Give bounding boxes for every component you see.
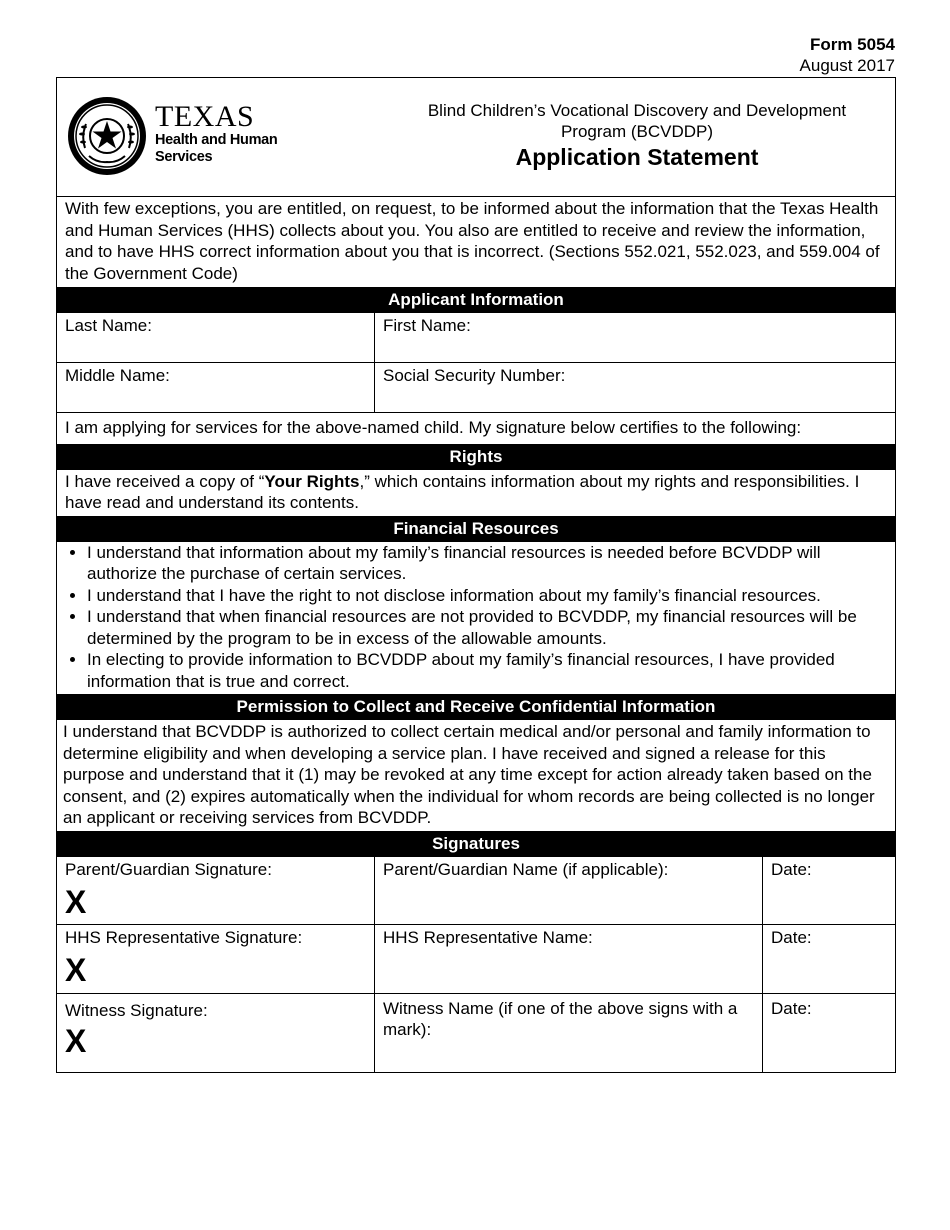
title-block — [377, 100, 897, 172]
first-name-label: First Name: — [383, 316, 471, 335]
hhs-signature-field[interactable] — [57, 925, 374, 993]
applicant-information-header: Applicant Information — [57, 287, 895, 313]
ssn-label: Social Security Number: — [383, 366, 566, 385]
applicant-table — [57, 313, 895, 412]
witness-date-label: Date: — [771, 998, 812, 1018]
applicant-row-2 — [57, 362, 895, 412]
witness-name-field[interactable] — [374, 994, 762, 1072]
signature-mark: X — [65, 951, 87, 988]
parent-name-field[interactable] — [374, 857, 762, 924]
parent-date-label: Date: — [771, 859, 812, 879]
witness-signature-label: Witness Signature: — [65, 1000, 208, 1020]
hhs-date-label: Date: — [771, 927, 812, 947]
form-frame — [56, 77, 896, 1073]
rights-header: Rights — [57, 444, 895, 470]
hhs-logo — [67, 96, 292, 176]
rights-text-pre: I have received a copy of “ — [65, 471, 265, 491]
form-number: Form 5054 — [809, 35, 895, 54]
form-date: August 2017 — [799, 56, 895, 75]
parent-date-field[interactable] — [762, 857, 895, 924]
middle-name-label: Middle Name: — [65, 366, 170, 385]
permission-header: Permission to Collect and Receive Confidential Information — [57, 694, 895, 720]
signatures-header: Signatures — [57, 831, 895, 857]
signature-mark: X — [65, 883, 87, 920]
agency-name-line2: Health and Human — [155, 132, 278, 148]
texas-state-seal-icon — [67, 96, 147, 176]
hhs-name-field[interactable] — [374, 925, 762, 993]
financial-item-2: • I understand that I have the right to not disclose information about my family’s financial resources. — [87, 585, 887, 607]
last-name-label: Last Name: — [65, 316, 152, 335]
applicant-row-1 — [57, 313, 895, 362]
privacy-notice: With few exceptions, you are entitled, on request, to be informed about the information that the Texas Health and Human Services (HHS) collects about you. You also are entitled to receive and review the information, and to have HHS correct information about you that is incorrect. (Sections 552.021, 552.023, and 559.004 of the Government Code) — [65, 199, 880, 283]
signatures-table — [57, 857, 895, 1072]
parent-signature-field[interactable] — [57, 857, 374, 924]
rights-text-post: ,” which contains information about my rights and responsibilities. I have read and understand its contents. — [65, 471, 860, 512]
parent-signature-label: Parent/Guardian Signature: — [65, 859, 272, 879]
program-name-line2: Program (BCVDDP) — [560, 122, 714, 141]
signature-row-hhs — [57, 924, 895, 993]
agency-name-texas: TEXAS — [155, 100, 255, 133]
first-name-field[interactable] — [374, 313, 895, 362]
form-number-block — [800, 34, 895, 76]
financial-item-1: • I understand that information about my family’s financial resources is needed before BCVDDP will authorize the purchase of certain services. — [87, 542, 887, 585]
hhs-date-field[interactable] — [762, 925, 895, 993]
hhs-signature-label: HHS Representative Signature: — [65, 927, 303, 947]
financial-item-4: • In electing to provide information to BCVDDP about my family’s financial resources, I have provided information that is true and correct. — [87, 649, 887, 692]
program-name-line1: Blind Children’s Vocational Discovery and Development — [427, 101, 847, 120]
agency-name-line3: Services — [155, 149, 213, 165]
permission-text: I understand that BCVDDP is authorized to collect certain medical and/or personal and family information to determine eligibility and when developing a service plan. I have received and signed a release for this purpose and understand that it (1) may be revoked at any time except for action already taken based on the consent, and (2) expires automatically when the individual for whom records are being collected is no longer an applicant or receiving services from BCVDDP. — [63, 722, 875, 827]
certification-statement: I am applying for services for the above-named child. My signature below certifies to the following: — [57, 412, 895, 444]
financial-item-3: • I understand that when financial resources are not provided to BCVDDP, my financial resources will be determined by the program to be in excess of the allowable amounts. — [87, 606, 887, 649]
form-header — [57, 78, 895, 197]
financial-resources-header: Financial Resources — [57, 516, 895, 542]
signature-mark: X — [65, 1022, 87, 1059]
middle-name-field[interactable] — [57, 363, 374, 412]
witness-name-label: Witness Name (if one of the above signs with a mark): — [383, 998, 738, 1039]
form-title: Application Statement — [515, 144, 759, 170]
agency-name — [155, 102, 278, 166]
rights-text — [57, 470, 895, 516]
last-name-field[interactable] — [57, 313, 374, 362]
financial-resources-list — [57, 542, 895, 695]
parent-name-label: Parent/Guardian Name (if applicable): — [383, 859, 669, 879]
witness-date-field[interactable] — [762, 994, 895, 1072]
hhs-name-label: HHS Representative Name: — [383, 927, 593, 947]
signature-row-witness — [57, 993, 895, 1072]
your-rights-bold: Your Rights — [264, 471, 360, 491]
witness-signature-field[interactable] — [57, 994, 374, 1072]
ssn-field[interactable] — [374, 363, 895, 412]
signature-row-parent — [57, 857, 895, 924]
